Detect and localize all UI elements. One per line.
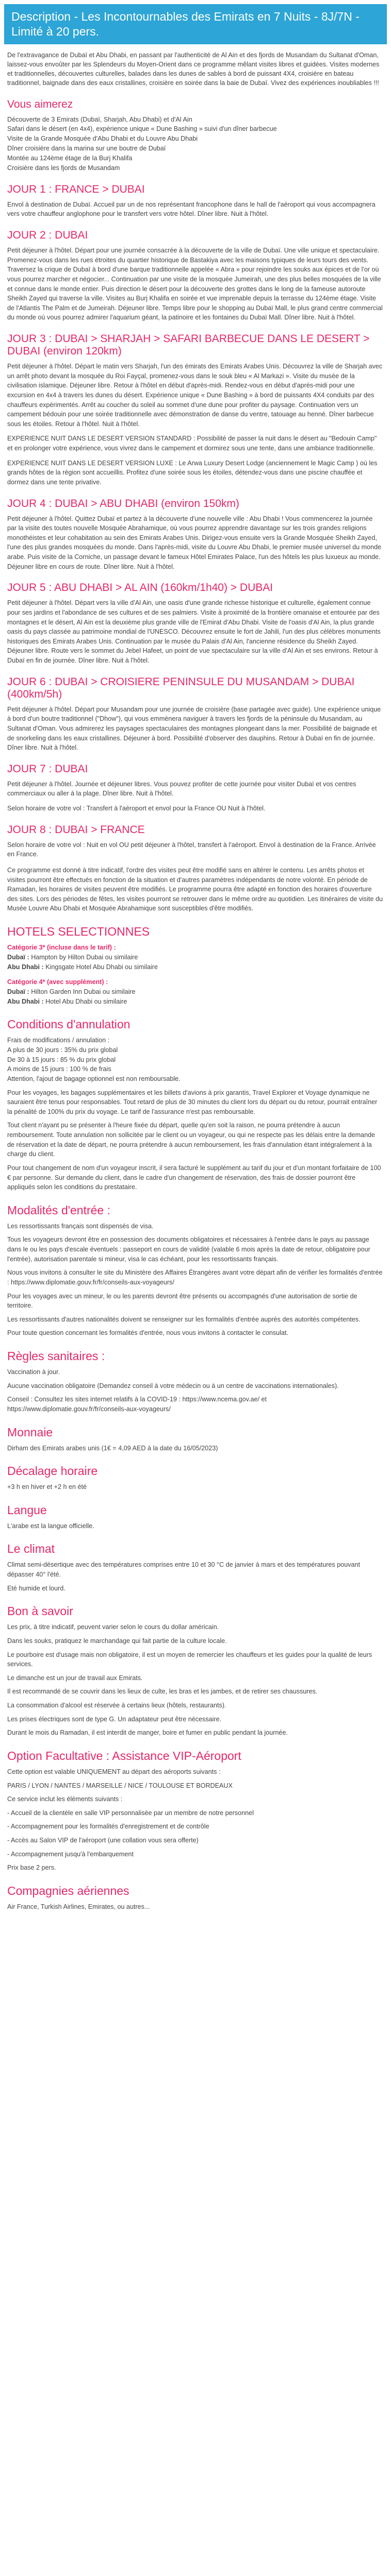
conditions-line: A moins de 15 jours : 100 % de frais (7, 1065, 111, 1073)
bon-savoir-paragraph: Durant le mois du Ramadan, il est interdit de manger, boire et fumer en public pendant la journée. (7, 1729, 288, 1737)
bon-savoir-paragraph: Il est recommandé de se couvrir dans les lieux de culte, les bras et les jambes, et de retirer ses chaussures. (7, 1688, 318, 1696)
hotel-city: Dubaï : (7, 988, 29, 995)
hotel-name: Hilton Garden Inn Dubai ou similaire (31, 988, 136, 995)
regles-paragraph: Aucune vaccination obligatoire (Demandez conseil à votre médecin ou à un centre de vaccinations internationales). (7, 1382, 339, 1389)
day-6-title: JOUR 6 : DUBAI > CROISIERE PENINSULE DU MUSANDAM > DUBAI (400km/5h) (7, 675, 355, 700)
bon-savoir-title: Bon à savoir (7, 1604, 73, 1618)
list-item: Croisière dans les fjords de Musandam (7, 164, 120, 172)
option-paragraph: - Accompagnement jusqu'à l'embarquement (7, 1850, 134, 1858)
list-item: Safari dans le désert (en 4x4), expérience unique « Dune Bashing » suivi d'un dîner barbecue (7, 125, 277, 133)
day-5-title: JOUR 5 : ABU DHABI > AL AIN (160km/1h40) > DUBAI (7, 582, 273, 594)
desert-luxe-note: EXPERIENCE NUIT DANS LE DESERT VERSION LUXE : Le Arwa Luxury Desert Lodge (anciennement le Magic Camp ) où les grands hôtes de la région sont accueillis. Profitez d'une soirée sous les étoiles, détendez-vous dans une piscine chauffée et dormez dans une tente privative. (7, 459, 378, 486)
modalites-paragraph: Pour les voyages avec un mineur, le ou les parents devront être présents ou accompagnés d'une autorisation de sortie de territoire. (7, 1292, 357, 1310)
decalage-paragraph: +3 h en hiver et +2 h en été (7, 1483, 87, 1491)
title-banner (4, 4, 387, 44)
day-6-body: Petit déjeuner à l'hôtel. Départ pour Musandam pour une journée de croisière (base partagée avec guide). Une expérience unique à bord d'un boutre traditionnel ("Dhow"), qui vous emmènera naviguer à travers les fjords de la péninsule du Musandam, au Sultanat d'Oman. Vous admirerez les paysages spectaculaires des montagnes plongeant dans la mer. Possibilité de baignade et de snorkeling dans les eaux cristallines. Déjeuner à bord. Possibilité d'observer des dauphins. Retour à Dubaï en fin de journée. Dîner libre. Nuit à l'hôtel. (7, 705, 381, 752)
bon-savoir-paragraph: Le dimanche est un jour de travail aux Emirats. (7, 1674, 143, 1682)
vous-aimerez-list (0, 115, 391, 173)
vous-aimerez-title: Vous aimerez (7, 98, 73, 110)
hotel-line (7, 953, 384, 962)
list-item: Découverte de 3 Emirats (Dubaï, Sharjah, Abu Dhabi) et d'Al Ain (7, 115, 192, 123)
bon-savoir-paragraph: Les prises électriques sont de type G. Un adaptateur peut être nécessaire. (7, 1715, 222, 1723)
langue-paragraph: L'arabe est la langue officielle. (7, 1522, 94, 1530)
banner-title-line1: Description - Les Incontournables des Emirats en 7 Nuits - 8J/7N - (11, 10, 360, 23)
conditions-paragraph: Pour les voyages, les bagages supplémentaires et les billets d'avions à prix garantis, Travel Explorer et Voyage dynamique ne sauraient être tenus pour responsables. Tout retard de plus de 30 minutes du client lors du départ ou du retour, pourrait entraîner la pénalité de 100% du prix du voyage. Le tarif de l'assurance n'est pas remboursable. (7, 1089, 378, 1115)
monnaie-paragraph: Dirham des Emirats arabes unis (1€ = 4,09 AED à la date du 16/05/2023) (7, 1444, 218, 1452)
hotel-category-4star (0, 977, 391, 1007)
page (0, 4, 391, 2576)
conditions-line: Attention, l'ajout de bagage optionnel est non remboursable. (7, 1075, 181, 1082)
langue-title: Langue (7, 1503, 47, 1517)
day-7-flight-note: Selon horaire de votre vol : Transfert à l'aéroport et envol pour la France OU Nuit à l'hôtel. (7, 805, 266, 812)
hotel-line (7, 987, 384, 997)
regles-paragraph: Conseil : Consultez les sites internet relatifs à la COVID-19 : https://www.ncema.gov.ae/ et https://www.diplomatie.gouv.fr/fr/conseils-aux-voyageurs/ (7, 1396, 267, 1413)
hotel-city: Abu Dhabi : (7, 997, 44, 1005)
banner-title-line2: Limité à 20 pers. (11, 24, 100, 38)
climat-paragraph: Eté humide et lourd. (7, 1584, 66, 1592)
day-3-title: JOUR 3 : DUBAI > SHARJAH > SAFARI BARBECUE DANS LE DESERT > DUBAI (environ 120km) (7, 333, 370, 358)
bon-savoir-paragraph: La consommation d'alcool est réservée à certains lieux (hôtels, restaurants). (7, 1702, 226, 1709)
decalage-title: Décalage horaire (7, 1464, 98, 1478)
modalites-paragraph: Les ressortissants français sont dispensés de visa. (7, 1222, 154, 1230)
day-5-body: Petit déjeuner à l'hôtel. Départ vers la ville d'Al Ain, une oasis d'une grande richesse historique et culturelle, également connue pour ses jardins et l'abondance de ses cultures et de ses palmiers. Visite à proximité de la frontière omanaise et entourée par des montagnes et le désert, Al Ain est la deuxième plus grande ville de l'Emirat d'Abu Dhabi. Visite de l'oasis d'Al Ain, la plus grande oasis du pays classée au patrimoine mondial de l'UNESCO. Découvrez ensuite le fort de Jahili, l'un des plus célèbres monuments historiques des Emirats Arabes Unis. Continuation par le musée du Palais d'Al Ain, l'ancienne résidence du Sheikh Zayed. Déjeuner libre. Route vers le sommet du Jebel Hafeet, un point de vue spectaculaire sur la ville d'Al Ain et ses environs. Retour à Dubaï en fin de journée. Dîner libre. Nuit à l'hôtel. (7, 599, 381, 665)
day-8-body: Selon horaire de votre vol : Nuit en vol OU petit déjeuner à l'hôtel, transfert à l'aéroport. Envol à destination de la France. Arrivée en France. (7, 841, 376, 858)
option-paragraph: - Accès au Salon VIP de l'aéroport (une collation vous sera offerte) (7, 1837, 199, 1844)
hotel-name: Hampton by Hilton Dubai ou similaire (31, 953, 138, 961)
climat-title: Le climat (7, 1542, 55, 1556)
bon-savoir-paragraph: Le pourboire est d'usage mais non obligatoire, il est un moyen de remercier les chauffeurs et les guides pour la qualité de leurs services. (7, 1651, 372, 1668)
conditions-title: Conditions d'annulation (7, 1018, 131, 1031)
day-1-title: JOUR 1 : FRANCE > DUBAI (7, 183, 145, 195)
monnaie-title: Monnaie (7, 1425, 53, 1439)
hotel-line (7, 997, 384, 1007)
option-paragraph: - Accompagnement pour les formalités d'enregistrement et de contrôle (7, 1823, 209, 1831)
day-7-title: JOUR 7 : DUBAI (7, 762, 88, 775)
intro-text: De l'extravagance de Dubaï et Abu Dhabi, en passant par l'authenticité de Al Ain et des fjords de Musandam du Sultanat d'Oman, laissez-vous envoûter par les Splendeurs du Moyen-Orient dans ce programme mêlant visites libres et guidées. Visites modernes et traditionnelles, découvertes culturelles, balades dans les dunes de sables à bord de puissant 4X4, croisière en bateau traditionnel, baignade dans des eaux cristallines, croisière en soirée dans la baie de Dubaï. Vivez des expériences inoubliables !!! (7, 51, 380, 87)
day-1-body: Envol à destination de Dubaï. Accueil par un de nos représentant francophone dans le hall de l'aéroport qui vous accompagnera vers votre chauffeur anglophone pour le transfert vers votre hôtel. Dîner libre. Nuit à l'hôtel. (7, 200, 376, 218)
compagnies-title: Compagnies aériennes (7, 1884, 129, 1897)
hotel-category-3star (0, 943, 391, 972)
hotel-name: Kingsgate Hotel Abu Dhabi ou similaire (45, 963, 158, 971)
bon-savoir-paragraph: Les prix, à titre indicatif, peuvent varier selon le cours du dollar américain. (7, 1623, 219, 1631)
day-8-title: JOUR 8 : DUBAI > FRANCE (7, 823, 145, 836)
option-paragraph: - Accueil de la clientèle en salle VIP personnalisée par un membre de notre personnel (7, 1809, 254, 1817)
hotel-category-label: Catégorie 4* (avec supplément) : (7, 978, 108, 986)
option-paragraph: PARIS / LYON / NANTES / MARSEILLE / NICE / TOULOUSE ET BORDEAUX (7, 1782, 233, 1789)
list-item: Montée au 124ème étage de la Burj Khalifa (7, 155, 133, 162)
list-item: Dîner croisière dans la marina sur une boutre de Dubaï (7, 145, 166, 152)
regles-title: Règles sanitaires : (7, 1349, 105, 1363)
hotel-name: Hotel Abu Dhabi ou similaire (45, 997, 127, 1005)
day-4-title: JOUR 4 : DUBAI > ABU DHABI (environ 150km) (7, 497, 239, 510)
modalites-paragraph: Les ressortissants d'autres nationalités doivent se renseigner sur les formalités d'entrée auprès des autorités compétentes. (7, 1315, 361, 1323)
conditions-paragraph: Pour tout changement de nom d'un voyageur inscrit, il sera facturé le supplément au tarif du jour et d'un montant forfaitaire de 100 € par personne. Sur demande du client, dans le cadre d'un changement de réservation, des frais de dossier pourront être appliqués selon les conditions du prestataire. (7, 1164, 381, 1191)
option-paragraph: Ce service inclut les éléments suivants : (7, 1795, 123, 1803)
modalites-paragraph: Tous les voyageurs devront être en possession des documents obligatoires et nécessaires à l'entrée dans le pays au passage dans le ou les pays d'escale éventuels : passeport en cours de validité (valable 6 mois après la date de retour, obligatoire pour l'entrée), autorisation parentale si mineur, visa le cas échéant, pour les ressortissants français. (7, 1236, 370, 1263)
day-7-body: Petit déjeuner à l'hôtel. Journée et déjeuner libres. Vous pouvez profiter de cette journée pour visiter Dubaï et vos centres commerciaux ou aller à la plage. Dîner libre. Nuit à l'hôtel. (7, 780, 356, 798)
conditions-line: A plus de 30 jours : 35% du prix global (7, 1046, 118, 1054)
compagnies-paragraph: Air France, Turkish Airlines, Emirates, ou autres... (7, 1903, 150, 1910)
conditions-line: De 30 à 15 jours : 85 % du prix global (7, 1056, 116, 1063)
day-3-body: Petit déjeuner à l'hôtel. Départ le matin vers Sharjah, l'un des émirats des Emirats Arabes Unis. Découvrez la ville de Sharjah avec un arrêt photo devant la mosquée du Roi Fayçal, promenez-vous dans le souk bleu « Al Markazi ». Visite du musée de la civilisation islamique. Déjeuner libre. Retour à l'hôtel en début d'après-midi. Rendez-vous en début d'après-midi pour une excursion en 4x4 à travers les dunes du désert. Expérience unique « Dune Bashing » à bord de puissants 4X4 conduits par des chauffeurs expérimentés. Arrêt au coucher du soleil au sommet d'une dune pour profiter du paysage. Continuation vers un campement bédouin pour une soirée traditionnelle avec démonstration de danse du ventre, tatouage au henné. Dîner barbecue sous les étoiles. Retour à l'hôtel. Nuit à l'hôtel. (7, 363, 383, 428)
conditions-paragraph: Tout client n'ayant pu se présenter à l'heure fixée du départ, quelle qu'en soit la raison, ne pourra prétendre à aucun remboursement. Toute annulation non sollicitée par le client ou un voyageur, ou qui ne respecte pas les délais entre la demande de réservation et la date de départ, ne pourra prétendre à aucun remboursement, les frais d'annulation étant intégralement à la charge du client. (7, 1122, 376, 1158)
day-2-title: JOUR 2 : DUBAI (7, 229, 88, 242)
hotels-title: HOTELS SELECTIONNES (7, 925, 150, 939)
day-4-body: Petit déjeuner à l'hôtel. Quittez Dubaï et partez à la découverte d'une nouvelle ville : Abu Dhabi ! Vous commencerez la journée par la visite des toutes nouvelle Mosquée Abrahamique, où vous pourrez apprendre davantage sur les trois grandes religions monothéistes et leur cohabitation au sein des Emirats Arabes Unis. Dirigez-vous ensuite vers la Grande Mosquée Sheikh Zayed, l'une des plus grandes mosquées du monde. Dans l'après-midi, visite du Louvre Abu Dhabi, le premier musée universel du monde arabe. Puis visite de la Corniche, un passage devant le fameux Hôtel Emirates Palace, l'un des hôtels les plus luxueux au monde. Déjeuner libre en cours de route. Dîner libre. Nuit à l'hôtel. (7, 515, 382, 570)
modalites-paragraph: Nous vous invitons à consulter le site du Ministère des Affaires Étrangères avant votre départ afin de vérifier les formalités d'entrée : https://www.diplomatie.gouv.fr/fr/conseils-aux-voyageurs/ (7, 1269, 383, 1286)
conditions-line: Frais de modifications / annulation : (7, 1037, 110, 1044)
option-paragraph: Prix base 2 pers. (7, 1864, 56, 1872)
list-item: Visite de la Grande Mosquée d'Abu Dhabi et du Louvre Abu Dhabi (7, 135, 198, 143)
conditions-lines (0, 1036, 391, 1083)
climat-paragraph: Climat semi-désertique avec des températures comprises entre 10 et 30 °C de janvier à mars et des températures pouvant dépasser 40° l'été. (7, 1561, 361, 1579)
desert-standard-note: EXPERIENCE NUIT DANS LE DESERT VERSION STANDARD : Possibilité de passer la nuit dans le désert au "Bedouin Camp" et en prolonger votre expérience, vous vivrez dans le campement et dormirez sous une tente, dans une ambiance traditionnelle. (7, 435, 377, 452)
regles-paragraph: Vaccination à jour. (7, 1368, 60, 1376)
hotel-city: Dubaï : (7, 953, 29, 961)
day-2-body: Petit déjeuner à l'hôtel. Départ pour une journée consacrée à la découverte de la ville de Dubaï. Une ville unique et spectaculaire. Promenez-vous dans les rues étroites du quartier historique de Bastakiya avec les maisons typiques de leurs tours des vents. Traversez la crique de Dubaï à bord d'une barque traditionnelle appelée « Abra » pour rejoindre les souks aux épices et de l'or où vous pourrez marcher et négocier... Continuation par une visite de la mosquée Jumeirah, une des plus belles mosquées de la ville et connue dans le monde entier. Puis direction le désert pour la découverte des grottes dans le long de la fameuse autoroute Sheikh Zayed qui traverse la ville. Visites au Burj Khalifa en soirée et vue imprenable depuis la terrasse du 124ème étage. Visite de l'Atlantis The Palm et de Jumeirah. Déjeuner libre. Temps libre pour le shopping au Dubaï Mall, le plus grand centre commercial du monde où vous pourrez admirer l'aquarium géant, la patinoire et les fontaines du Dubaï Mall. Dîner libre. Nuit à l'hôtel. (7, 247, 383, 321)
option-paragraph: Cette option est valable UNIQUEMENT au départ des aéroports suivants : (7, 1768, 221, 1775)
hotel-line (7, 962, 384, 972)
modalites-paragraph: Pour toute question concernant les formalités d'entrée, nous vous invitons à contacter le consulat. (7, 1329, 288, 1337)
bon-savoir-paragraph: Dans les souks, pratiquez le marchandage qui fait partie de la culture locale. (7, 1637, 227, 1645)
hotel-city: Abu Dhabi : (7, 963, 44, 971)
modalites-title: Modalités d'entrée : (7, 1203, 111, 1217)
hotel-category-label: Catégorie 3* (incluse dans le tarif) : (7, 944, 116, 952)
option-title: Option Facultative : Assistance VIP-Aéroport (7, 1749, 241, 1762)
program-disclaimer: Ce programme est donné à titre indicatif, l'ordre des visites peut être modifié sans en altérer le contenu. Les arrêts photos et visites pourront être effectués en fonction de la situation et d'autres paramètres indépendants de notre volonté. En période de Ramadan, les horaires de visites peuvent être modifiés. Le programme pourra être adapté en fonction des horaires d'ouverture des sites. Lors des périodes de fêtes, les visites pourront se retrouver dans le même ordre au quotidien. Les itinéraires de visite du Musée Louvre Abu Dhabi et Mosquée Abrahamique sont susceptibles d'être modifiés. (7, 866, 383, 912)
